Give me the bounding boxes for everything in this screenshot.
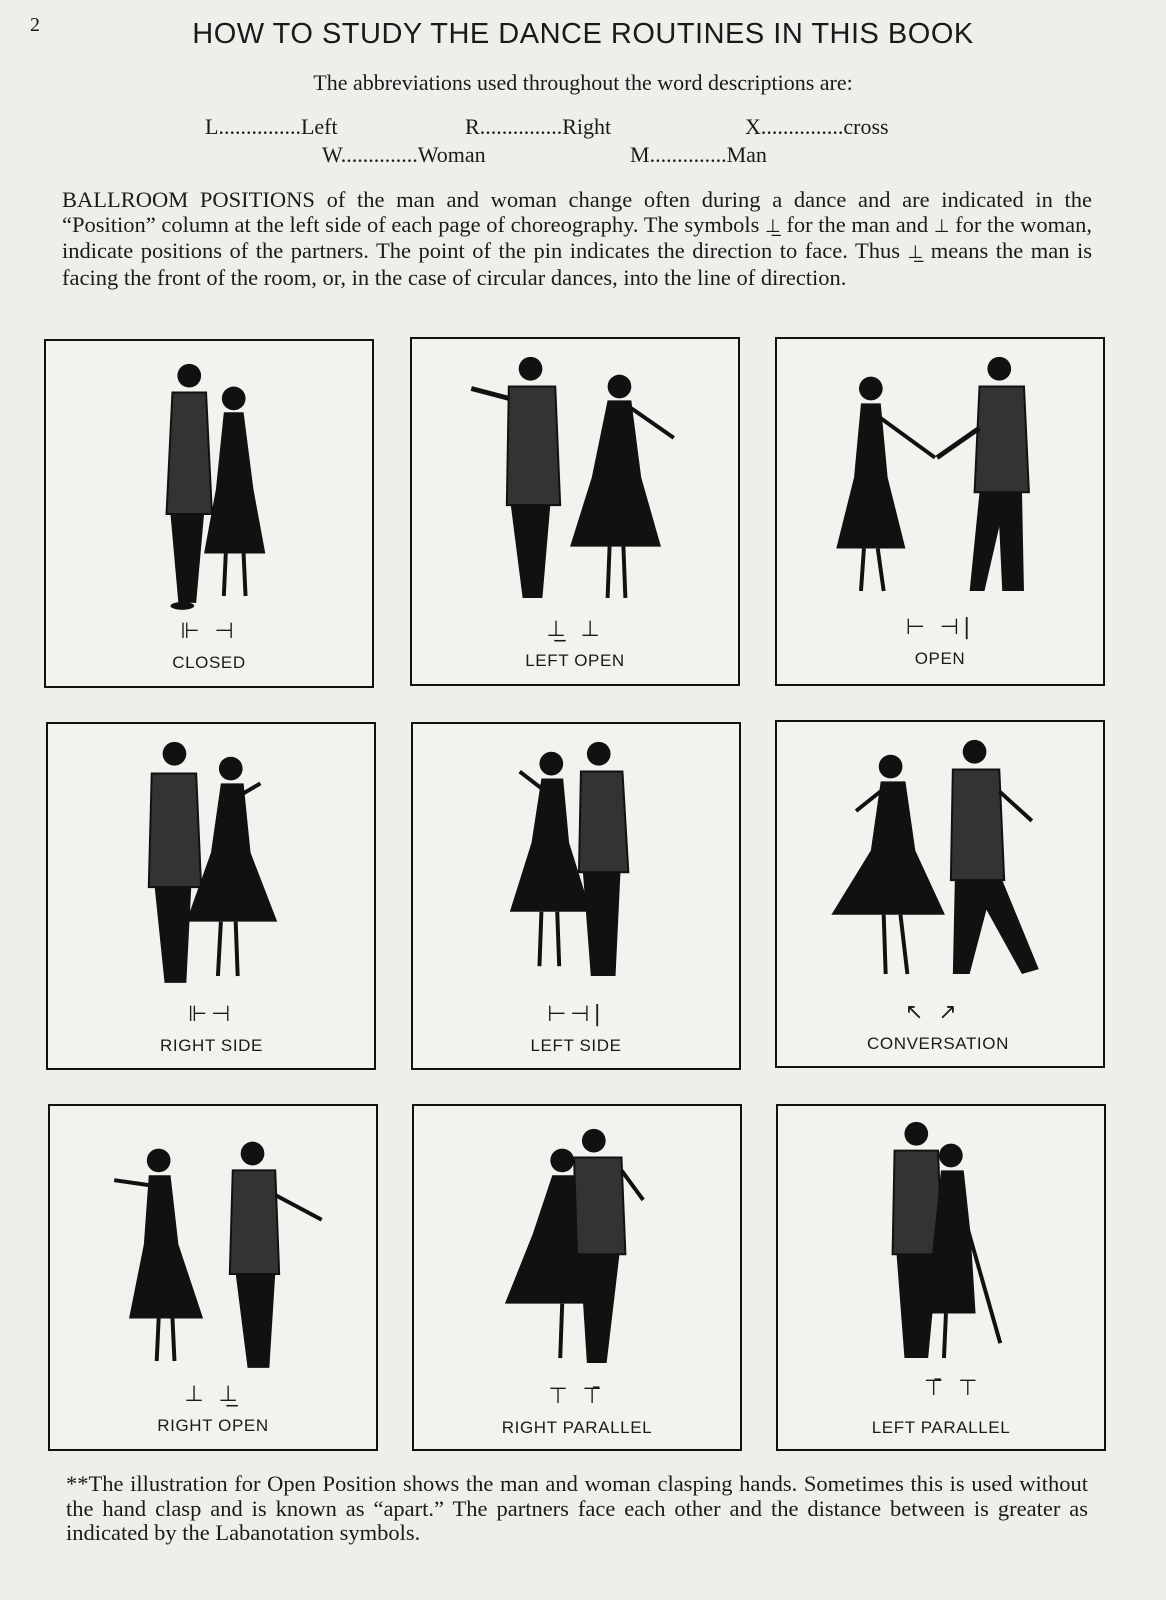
abbreviation-woman: W..............Woman xyxy=(322,142,486,167)
left-side-label: LEFT SIDE xyxy=(530,1036,622,1055)
para-text-3: for the woman, indicate positions of the partners. The point of the pin indicates the direction to face. Thus xyxy=(62,211,1092,263)
ballroom-positions-paragraph xyxy=(62,188,1092,290)
man-pin-symbol: ⊥̲ xyxy=(765,215,781,237)
abbreviations-intro: The abbreviations used throughout the word descriptions are: xyxy=(313,70,853,95)
position-panel-left-side xyxy=(411,722,741,1070)
conversation-label: CONVERSATION xyxy=(867,1034,1009,1053)
example-pin-symbol: ⊥̲ xyxy=(907,242,924,263)
conversation-symbol: ↖ ↗ xyxy=(905,1000,961,1025)
right-parallel-symbol: ⊤ ⊤̄ xyxy=(548,1384,606,1409)
open-label: OPEN xyxy=(914,649,966,668)
position-panel-right-open xyxy=(48,1104,378,1451)
right-side-symbol: ⊩⊣ xyxy=(188,1002,235,1027)
left-side-symbol: ⊢⊣| xyxy=(547,1002,605,1027)
right-open-label: RIGHT OPEN xyxy=(157,1416,269,1435)
position-panel-left-parallel xyxy=(776,1104,1106,1451)
abbreviation-right: R...............Right xyxy=(465,114,612,139)
abbreviation-left: L...............Left xyxy=(205,114,338,139)
para-text-4: means the man is facing the front of the room, or, in the case of circular dances, into the line of direction. xyxy=(62,238,1092,290)
woman-pin-symbol: ⊥ xyxy=(933,215,950,237)
right-parallel-label: RIGHT PARALLEL xyxy=(501,1418,653,1437)
position-panel-right-parallel xyxy=(412,1104,742,1451)
position-panel-left-open xyxy=(410,337,740,686)
para-text-1: of the man and woman change often during a dance and are indicated in the “Position” column at the left side of each page of choreography. The symbols xyxy=(62,187,1092,237)
footnote: **The illustration for Open Position shows the man and woman clasping hands. Sometimes this is used without the hand clasp and is known as “apart.” The partners face each other and the distance between is greater as indicated by the Labanotation symbols. xyxy=(66,1471,1088,1545)
right-open-symbol: ⊥ ⊥̲ xyxy=(184,1382,242,1407)
left-open-label: LEFT OPEN xyxy=(525,651,625,670)
abbreviation-man: M..............Man xyxy=(630,142,767,167)
open-symbol: ⊢ ⊣| xyxy=(905,615,975,640)
position-panel-right-side xyxy=(46,722,376,1070)
closed-label: CLOSED xyxy=(172,653,246,672)
ballroom-lead: BALLROOM POSITIONS xyxy=(62,187,315,212)
position-panel-open xyxy=(775,337,1105,686)
right-side-label: RIGHT SIDE xyxy=(160,1036,263,1055)
left-open-symbol: ⊥̲ ⊥ xyxy=(546,617,604,642)
position-panel-closed xyxy=(44,339,374,688)
abbreviation-cross: X...............cross xyxy=(745,114,889,139)
left-parallel-symbol: ⊤̄ ⊤ xyxy=(924,1376,982,1401)
position-panel-conversation xyxy=(775,720,1105,1068)
closed-symbol: ⊩ ⊣ xyxy=(180,619,238,644)
page-title: HOW TO STUDY THE DANCE ROUTINES IN THIS BOOK xyxy=(192,18,974,50)
page-number: 2 xyxy=(30,14,40,36)
left-parallel-label: LEFT PARALLEL xyxy=(871,1418,1011,1437)
para-text-2: for the man and xyxy=(780,211,934,237)
